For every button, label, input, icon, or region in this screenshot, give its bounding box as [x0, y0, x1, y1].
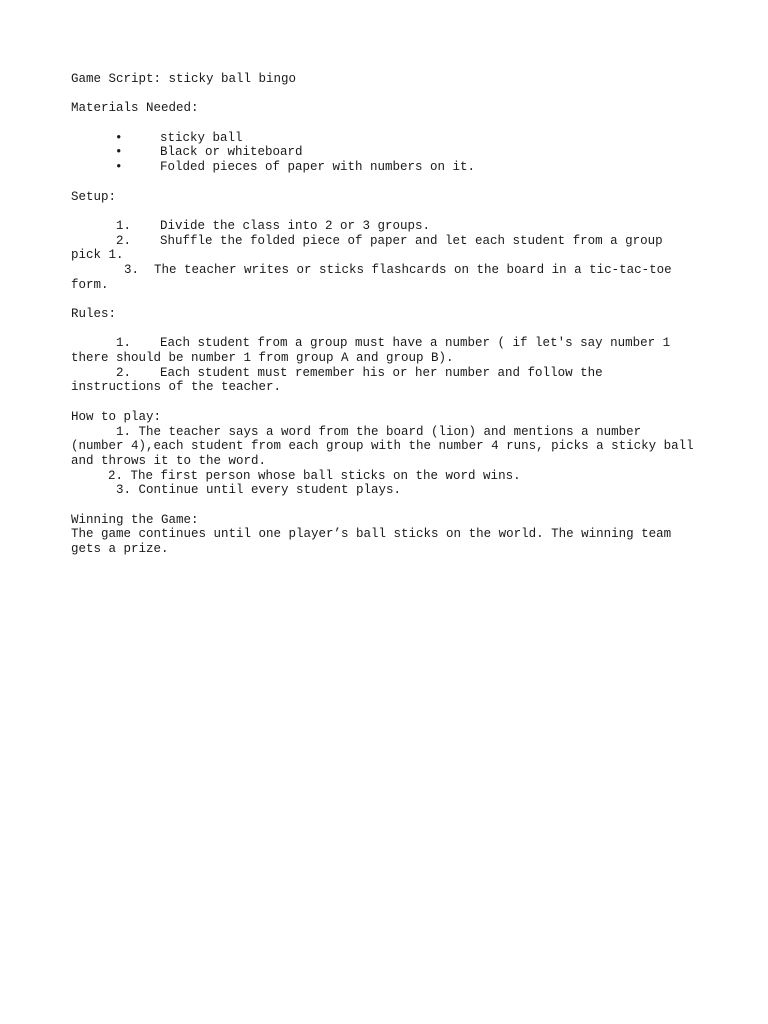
list-item: 2. The first person whose ball sticks on the word wins.	[108, 468, 521, 483]
winning-text-line: The game continues until one player’s ball sticks on the world. The winning team	[71, 527, 672, 542]
list-item-text: Each student from a group must have a number ( if let's say number 1	[160, 336, 671, 351]
list-item-continuation: and throws it to the word.	[71, 453, 267, 468]
list-item	[71, 234, 711, 249]
materials-list	[71, 131, 711, 175]
setup-list	[71, 219, 711, 292]
list-item-text: Each student must remember his or her number and follow the	[160, 365, 603, 380]
materials-heading: Materials Needed:	[71, 101, 199, 116]
list-item	[71, 131, 711, 146]
document-page	[71, 72, 711, 557]
list-item-continuation: (number 4),each student from each group with the number 4 runs, picks a sticky ball	[71, 439, 694, 454]
list-item-text: Folded pieces of paper with numbers on it.	[160, 160, 476, 175]
winning-heading: Winning the Game:	[71, 512, 199, 527]
winning-text-line: gets a prize.	[71, 542, 169, 556]
list-item-continuation: instructions of the teacher.	[71, 380, 282, 395]
list-item-continuation: pick 1.	[71, 248, 124, 263]
setup-heading: Setup:	[71, 189, 117, 204]
rules-heading: Rules:	[71, 307, 117, 321]
bullet-icon: •	[115, 160, 123, 175]
list-item-text: Shuffle the folded piece of paper and let each student from a group	[160, 233, 663, 248]
list-item	[71, 366, 711, 381]
list-item	[71, 145, 711, 160]
list-item-number: 2.	[116, 365, 132, 380]
list-item	[71, 336, 711, 351]
list-item-number: 1.	[116, 336, 132, 351]
list-item-continuation: there should be number 1 from group A and group B).	[71, 351, 454, 366]
list-item-text: Black or whiteboard	[160, 145, 303, 160]
list-item: 1. The teacher says a word from the board (lion) and mentions a number	[116, 424, 642, 439]
bullet-icon: •	[115, 130, 123, 145]
list-item-continuation: form.	[71, 277, 109, 292]
bullet-icon: •	[115, 145, 123, 160]
list-item	[71, 160, 711, 175]
list-item-number: 2.	[116, 233, 132, 248]
list-item-number: 1.	[116, 218, 132, 233]
rules-list	[71, 336, 711, 395]
howto-heading: How to play:	[71, 409, 162, 424]
list-item: 3. Continue until every student plays.	[116, 483, 402, 498]
list-item-text: sticky ball	[160, 130, 243, 145]
document-title: Game Script: sticky ball bingo	[71, 72, 297, 86]
list-item	[71, 219, 711, 234]
list-item: 3. The teacher writes or sticks flashcards on the board in a tic-tac-toe	[124, 262, 672, 277]
howto-list	[71, 425, 711, 498]
list-item-text: Divide the class into 2 or 3 groups.	[160, 218, 431, 233]
